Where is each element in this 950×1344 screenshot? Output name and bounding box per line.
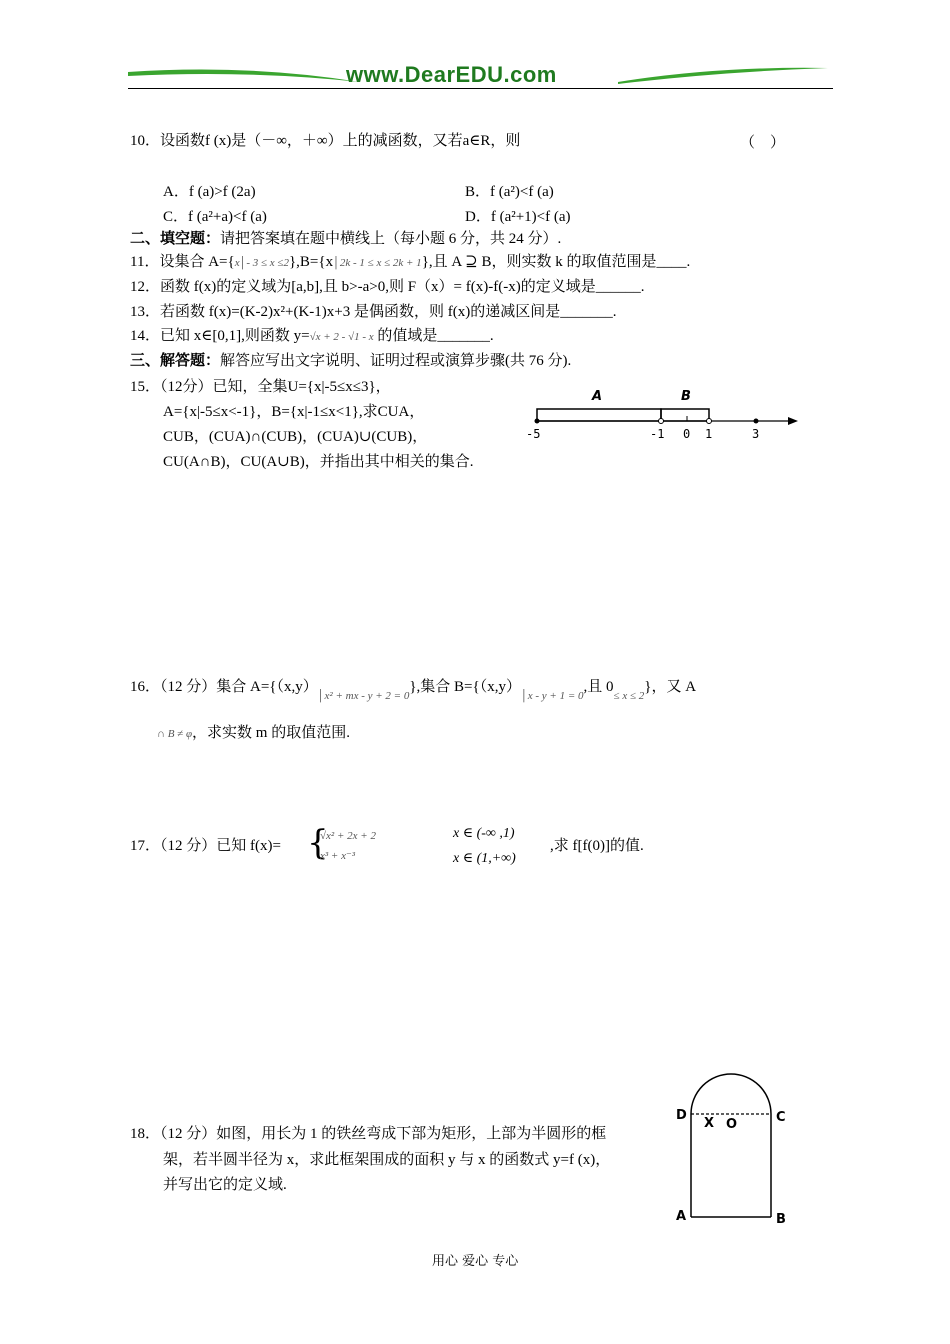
q17-text-a: 17．（12 分）已知 f(x)=	[130, 838, 281, 854]
frame-label-d: D	[676, 1108, 687, 1123]
q18-line-3: 并写出它的定义域.	[163, 1177, 287, 1193]
q13: 13．若函数 f(x)=(K-2)x²+(K-1)x+3 是偶函数，则 f(x)的递减区间是_______.	[130, 304, 617, 320]
frame-label-x: X	[704, 1116, 715, 1131]
q11-text-c: },且 A ⊇ B，则实数 k 的取值范围是____.	[421, 254, 691, 270]
q15-line-4: CU(A∩B)，CU(A∪B)，并指出其中相关的集合.	[163, 454, 474, 470]
q10-option-a: A．f (a)>f (2a)	[163, 184, 256, 200]
section2-line	[130, 229, 561, 249]
numberline-tick-0: 0	[683, 427, 691, 441]
q16-text-c: ,且 0	[583, 679, 614, 695]
q17-piece-2: x³ + x⁻³	[320, 850, 356, 862]
q11	[130, 252, 690, 273]
site-logo[interactable]: www.DearEDU.com	[346, 62, 557, 87]
frame-graphic	[672, 1068, 802, 1233]
section3-heading: 三、解答题：	[130, 353, 221, 369]
q17-text-b: ,求 f[f(0)]的值.	[550, 838, 644, 854]
frame-label-o: O	[726, 1117, 738, 1132]
numberline-tick-3: 3	[752, 427, 760, 441]
q15-number-line	[520, 385, 800, 445]
q16-math-3: ≤ x ≤ 2	[613, 690, 645, 702]
q10-option-d: D．f (a²+1)<f (a)	[465, 209, 571, 225]
frame-label-b: B	[776, 1212, 786, 1227]
q14-text-a: 14．已知 x∈[0,1],则函数 y=	[130, 328, 310, 344]
q10-stem: 10．设函数f (x)是（－∞，＋∞）上的减函数，又若a∈R，则	[130, 133, 521, 149]
q15-line-1: 15．（12分）已知，全集U={x|-5≤x≤3}，	[130, 379, 391, 395]
q17-piecewise-brace: {	[307, 823, 329, 863]
q14	[130, 326, 494, 347]
section2-desc: 请把答案填在题中横线上（每小题 6 分，共 24 分）.	[220, 231, 562, 247]
q16-math-1: │x² + mx - y + 2 = 0	[317, 690, 410, 702]
q11-math-1: x│- 3 ≤ x ≤2	[234, 257, 289, 269]
frame-label-c: C	[776, 1110, 786, 1125]
numberline-label-a: A	[592, 389, 603, 404]
q18-line-2: 架，若半圆半径为 x，求此框架围成的面积 y 与 x 的函数式 y=f (x)，	[163, 1152, 611, 1168]
header-banner	[128, 60, 833, 92]
q16-line2-math: ∩ B ≠ φ	[157, 728, 193, 740]
q16-line-1	[130, 677, 697, 702]
q11-text-a: 11．设集合 A={	[130, 254, 235, 270]
numberline-tick-neg1: -1	[650, 427, 665, 441]
q16-text-b: },集合 B={（x,y）	[409, 679, 521, 695]
q14-math: √x + 2 - √1 - x	[309, 331, 374, 343]
q10-option-c: C．f (a²+a)<f (a)	[163, 209, 267, 225]
q15-line-2: A={x|-5≤x<-1}，B={x|-1≤x<1},求CUA，	[163, 404, 425, 420]
q10-answer-paren: （ ）	[740, 135, 786, 151]
numberline-tick-neg5: -5	[526, 427, 541, 441]
q17-domain-2: x ∈ (1,+∞)	[453, 851, 516, 866]
green-swoosh-left-icon	[128, 62, 368, 88]
numberline-label-b: B	[681, 389, 691, 404]
q11-math-2: │2k - 1 ≤ x ≤ 2k + 1	[333, 257, 422, 269]
frame-label-a: A	[676, 1209, 687, 1224]
numberline-tick-1: 1	[705, 427, 713, 441]
header-rule	[128, 88, 833, 89]
q16-text-a: 16．（12 分）集合 A={（x,y）	[130, 679, 318, 695]
q15-line-3: CUB，(CUA)∩(CUB)，(CUA)∪(CUB)，	[163, 429, 428, 445]
q17-domain-1: x ∈ (-∞ ,1)	[453, 826, 515, 841]
q16-math-2: │x - y + 1 = 0	[520, 690, 584, 702]
q17-piece-1: √x² + 2x + 2	[320, 830, 376, 842]
q18-line-1: 18．（12 分）如图，用长为 1 的铁丝弯成下部为矩形，上部为半圆形的框	[130, 1126, 607, 1142]
q16-line-2	[157, 723, 350, 744]
section2-heading: 二、填空题：	[130, 231, 221, 247]
page-footer: 用心 爱心 专心	[432, 1254, 519, 1269]
q14-text-b: 的值域是_______.	[373, 328, 494, 344]
section3-desc: 解答应写出文字说明、证明过程或演算步骤(共 76 分).	[220, 353, 572, 369]
q18-frame-figure	[672, 1068, 802, 1233]
q11-text-b: },B={x	[288, 254, 334, 270]
q10-option-b: B．f (a²)<f (a)	[465, 184, 554, 200]
section3-line	[130, 351, 571, 371]
q16-line2-text: ，求实数 m 的取值范围.	[192, 725, 350, 741]
green-swoosh-right-icon	[618, 62, 833, 88]
q12: 12．函数 f(x)的定义域为[a,b],且 b>-a>0,则 F（x）= f(x)-f(-x)的定义域是______.	[130, 279, 645, 295]
q16-text-d: }，又 A	[644, 679, 697, 695]
